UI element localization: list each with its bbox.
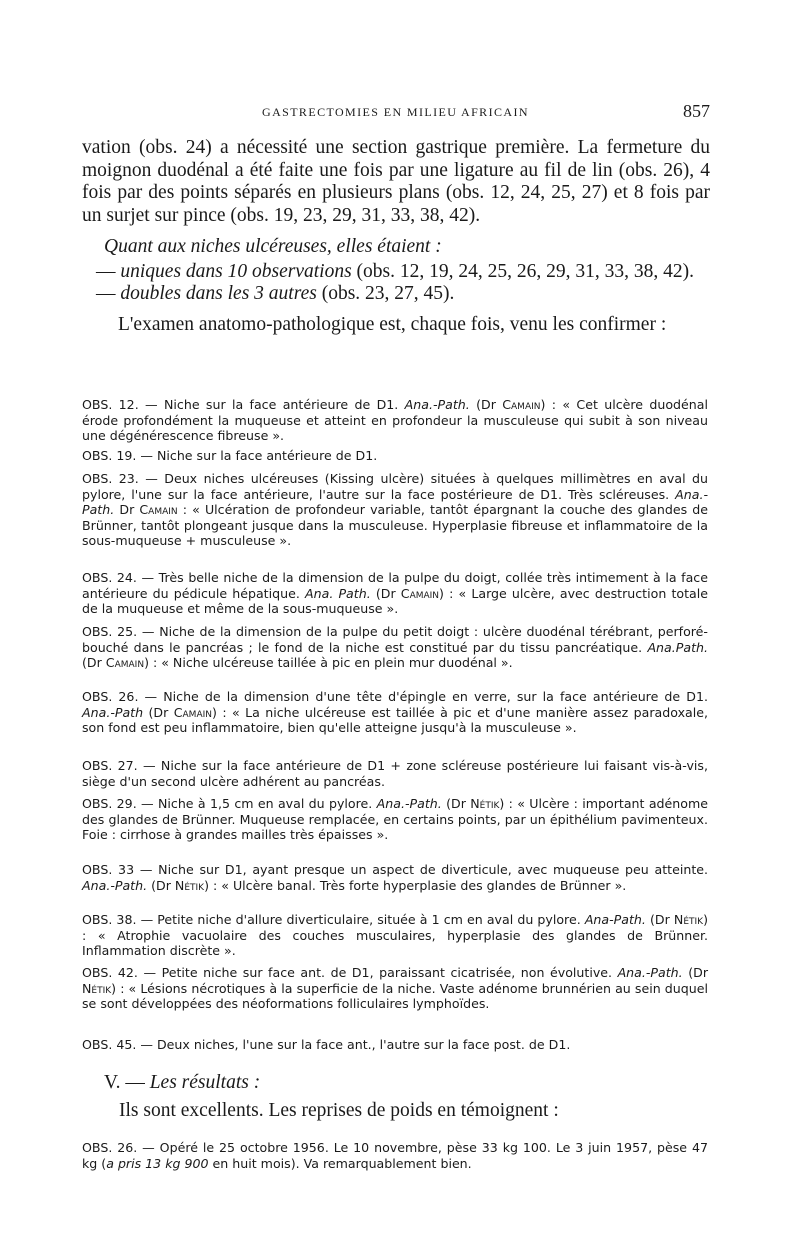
exam-paragraph: L'examen anatomo-pathologique est, chaque fois, venu les confirmer : bbox=[118, 313, 667, 335]
ana-path: Ana.-Path. bbox=[404, 397, 470, 412]
doctor-name: Camain bbox=[139, 502, 178, 517]
niches-list-item-1: — uniques dans 10 observations (obs. 12, 19, 24, 25, 26, 29, 31, 33, 38, 42). bbox=[96, 260, 694, 282]
results-heading-number: V. — bbox=[104, 1072, 150, 1093]
intro-paragraph: vation (obs. 24) a nécessité une section gastrique première. La fermeture du moignon duodénal a été faite une fois par une ligature au fil de lin (obs. 26), 4 fois par des points séparés en plusieurs plans (obs. 12, 24, 25, 27) et 8 fois par un surjet sur pince (obs. 19, 23, 29, 31, 33, 38, 42). bbox=[82, 137, 710, 226]
doctor-name: Nétik bbox=[673, 912, 704, 927]
doctor-name: Nétik bbox=[470, 796, 500, 811]
obs-number: OBS. 19. bbox=[82, 448, 137, 463]
doctor-name: Nétik bbox=[82, 980, 112, 996]
results-section bbox=[82, 1072, 710, 1122]
observation-26-result: OBS. 26. — Opéré le 25 octobre 1956. Le 10 novembre, pèse 33 kg 100. Le 3 juin 1957, pèse 47 kg (a pris 13 kg 900 en huit mois). Va remarquablement bien. bbox=[82, 1140, 708, 1171]
obs-number: OBS. 27. bbox=[82, 758, 138, 773]
observation-45: OBS. 45. — Deux niches, l'une sur la face ant., l'autre sur la face post. de D1. bbox=[82, 1037, 571, 1052]
obs-number: OBS. 23. bbox=[82, 471, 139, 486]
obs-number: OBS. 45. bbox=[82, 1037, 137, 1052]
obs-number: OBS. 12. bbox=[82, 397, 139, 412]
obs-number: OBS. 25. bbox=[82, 624, 138, 639]
obs-number: OBS. 24. bbox=[82, 570, 137, 585]
doctor-name: Nétik bbox=[174, 877, 205, 893]
ana-path: Ana-Path. bbox=[584, 912, 646, 927]
results-heading-title: Les résultats : bbox=[149, 1072, 261, 1093]
doctor-name: Camain bbox=[173, 704, 212, 720]
running-title: GASTRECTOMIES EN MILIEU AFRICAIN bbox=[262, 105, 529, 119]
item1-italic: uniques dans 10 observations bbox=[120, 260, 352, 282]
niches-heading: Quant aux niches ulcéreuses, elles étaient : bbox=[104, 236, 442, 257]
item1-rest: (obs. 12, 19, 24, 25, 26, 29, 31, 33, 38, 42). bbox=[351, 260, 694, 282]
observation-26: OBS. 26. — Niche de la dimension d'une tête d'épingle en verre, sur la face antérieure de D1. Ana.-Path (Dr Camain) : « La niche ulcéreuse est taillée à pic et d'une manière assez paradoxale, son fond est peu inflammatoire, bien qu'elle atteigne jusqu'à la musculeuse ». bbox=[82, 689, 709, 735]
doctor-name: Camain bbox=[400, 585, 440, 601]
observation-38: OBS. 38. — Petite niche d'allure diverticulaire, située à 1 cm en aval du pylore. Ana-Path. (Dr Nétik) : « Atrophie vacuolaire des couches musculaires, hyperplasie des glandes de Brünner. Inflammation discrète ». bbox=[82, 912, 708, 958]
item2-rest: (obs. 23, 27, 45). bbox=[316, 283, 455, 304]
doctor-name: Camain bbox=[105, 655, 145, 670]
ana-path: Ana.-Path. bbox=[82, 877, 148, 893]
observation-33: OBS. 33 — Niche sur D1, ayant presque un aspect de diverticule, avec muqueuse peu atteinte. Ana.-Path. (Dr Nétik) : « Ulcère banal. Très forte hyperplasie des glandes de Brünner ». bbox=[82, 862, 709, 893]
weight-gain: a pris 13 kg 900 bbox=[106, 1155, 209, 1171]
ana-path: Ana. Path. bbox=[305, 585, 371, 601]
page-header bbox=[82, 101, 710, 125]
observation-42: OBS. 42. — Petite niche sur face ant. de D1, paraissant cicatrisée, non évolutive. Ana.-Path. (Dr Nétik) : « Lésions nécrotiques à la superficie de la niche. Vaste adénome brunnérien au sein duquel se sont développées des néoformations folliculaires lymphoïdes. bbox=[82, 965, 708, 1011]
obs-number: OBS. 33 bbox=[82, 862, 135, 877]
observation-24: OBS. 24. — Très belle niche de la dimension de la pulpe du doigt, collée très intimement à la face antérieure du pédicule hépatique. Ana. Path. (Dr Camain) : « Large ulcère, avec destruction totale de la muqueuse et même de la sous-muqueuse ». bbox=[82, 570, 708, 616]
obs-number: OBS. 26. bbox=[82, 689, 139, 704]
observation-25: OBS. 25. — Niche de la dimension de la pulpe du petit doigt : ulcère duodénal térébrant, perforé-bouché dans le pancréas ; le fond de la niche est constitué par du tissu pancréatique. Ana.Path. (Dr Camain) : « Niche ulcéreuse taillée à pic en plein mur duodénal ». bbox=[82, 624, 708, 670]
ana-path: Ana.-Path. bbox=[82, 486, 708, 517]
ana-path: Ana.-Path. bbox=[376, 796, 442, 811]
observation-19: OBS. 19. — Niche sur la face antérieure de D1. bbox=[82, 448, 378, 463]
obs-number: OBS. 42. bbox=[82, 965, 138, 980]
results-intro: Ils sont excellents. Les reprises de poids en témoignent : bbox=[119, 1099, 559, 1121]
doctor-name: Camain bbox=[502, 397, 541, 412]
ana-path: Ana.Path. bbox=[647, 639, 708, 655]
observation-29: OBS. 29. — Niche à 1,5 cm en aval du pylore. Ana.-Path. (Dr Nétik) : « Ulcère : important adénome des glandes de Brünner. Muqueuse remplacée, en certains points, par un épithélium pavimenteux. Foie : cirrhose à grandes mailles très épaisses ». bbox=[82, 796, 708, 842]
observation-27: OBS. 27. — Niche sur la face antérieure de D1 + zone scléreuse postérieure lui faisant vis-à-vis, siège d'un second ulcère adhérent au pancréas. bbox=[82, 758, 708, 789]
obs-number: OBS. 38. bbox=[82, 912, 137, 927]
ana-path: Ana.-Path bbox=[82, 704, 144, 720]
intro-section bbox=[82, 137, 710, 336]
observation-12: OBS. 12. — Niche sur la face antérieure de D1. Ana.-Path. (Dr Camain) : « Cet ulcère duodénal érode profondément la muqueuse et atteint en profondeur la musculeuse qui subit à son niveau une dégénérescence fibreuse ». bbox=[82, 397, 708, 443]
obs-number: OBS. 29. bbox=[82, 796, 137, 811]
item2-italic: doubles dans les 3 autres bbox=[120, 283, 317, 304]
page-number: 857 bbox=[683, 101, 710, 121]
obs-number: OBS. 26. bbox=[82, 1140, 138, 1155]
ana-path: Ana.-Path. bbox=[617, 965, 683, 980]
niches-list-item-2: — doubles dans les 3 autres (obs. 23, 27, 45). bbox=[96, 283, 455, 304]
results-heading bbox=[82, 1072, 710, 1095]
observation-23: OBS. 23. — Deux niches ulcéreuses (Kissing ulcère) situées à quelques millimètres en aval du pylore, l'une sur la face antérieure, l'autre sur la face postérieure de D1. Très scléreuses. Ana.-Path. Dr Camain : « Ulcération de profondeur variable, tantôt épargnant la couche des glandes de Brünner, tantôt plongeant jusque dans la musculeuse. Hyperplasie fibreuse et inflammatoire de la sous-muqueuse + musculeuse ». bbox=[82, 471, 708, 548]
